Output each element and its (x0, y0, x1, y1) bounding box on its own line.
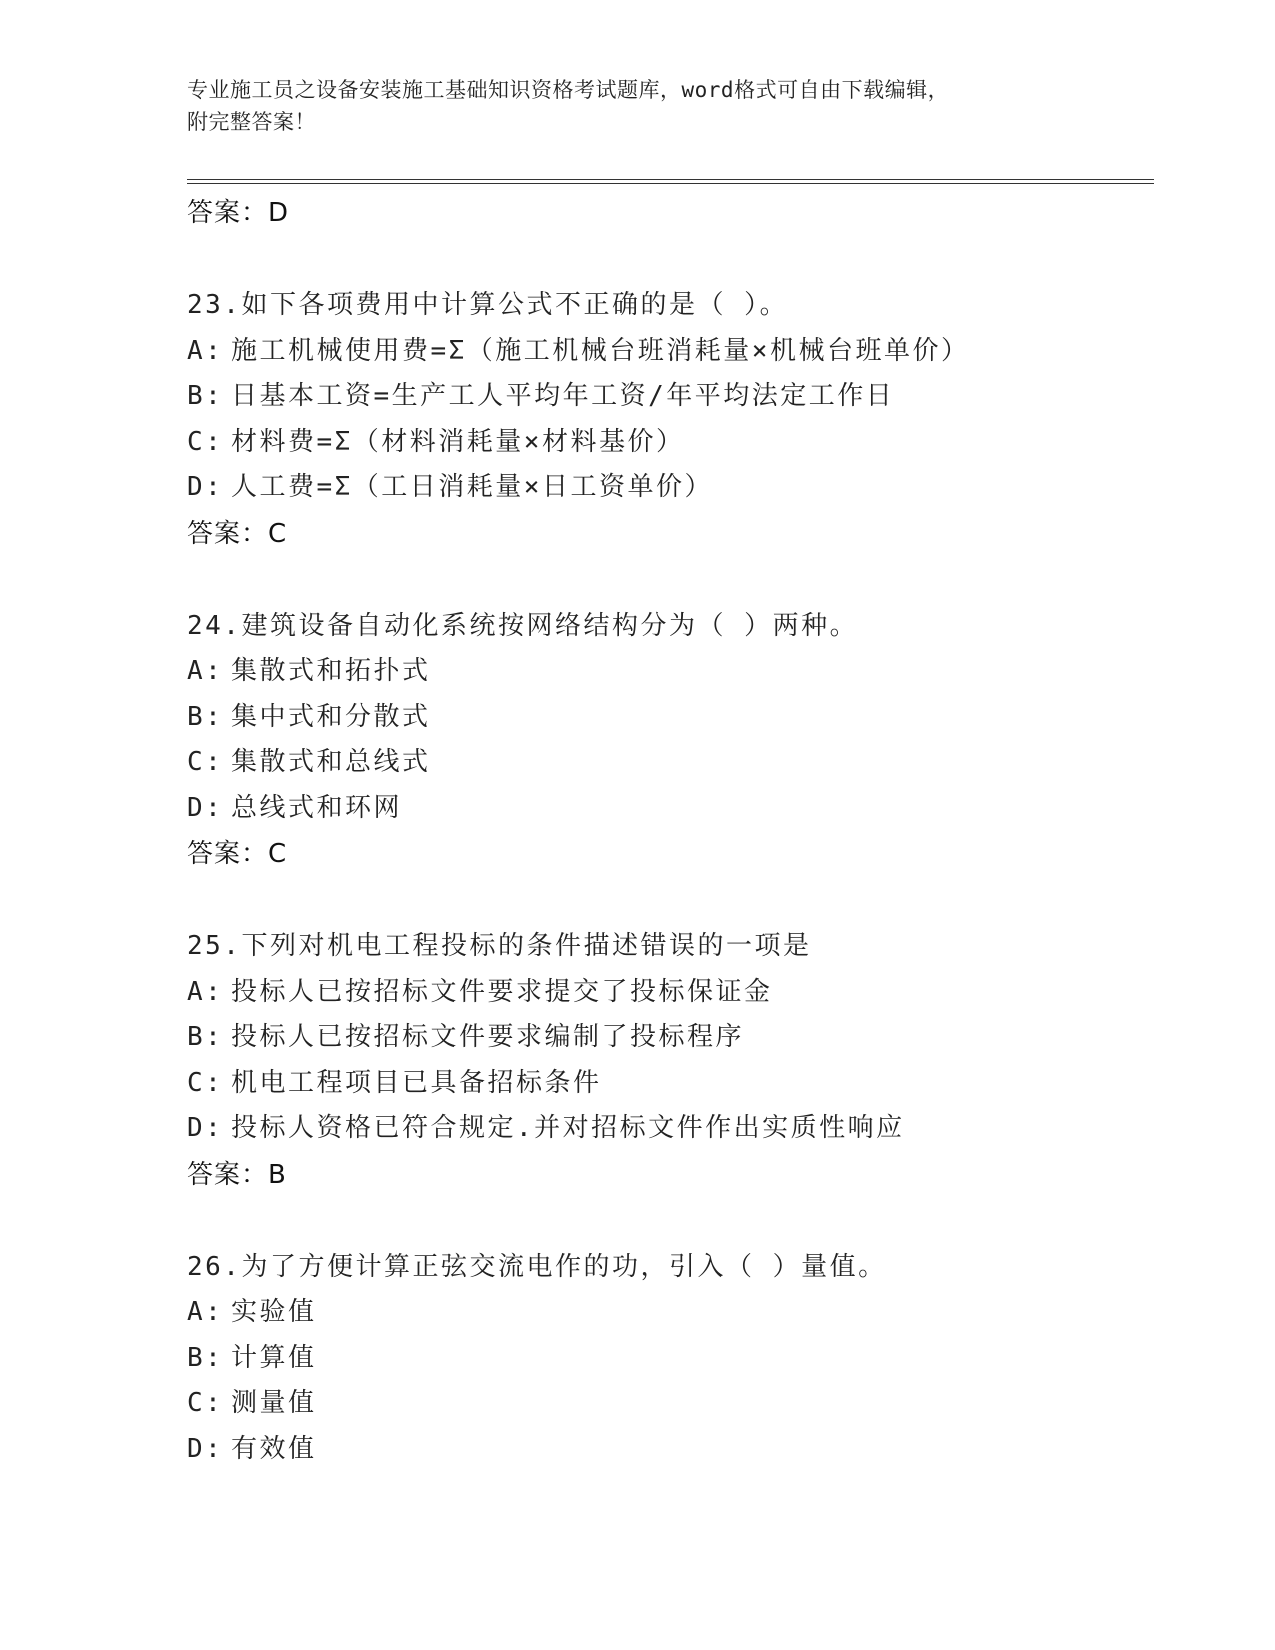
option-letter: D: (187, 1433, 224, 1464)
option-letter: A: (187, 656, 224, 686)
option-text: 投标人已按招标文件要求编制了投标程序 (231, 1022, 745, 1052)
option-letter: A: (187, 335, 224, 366)
option-text: 集散式和拓扑式 (231, 656, 431, 686)
question-stem: 23.如下各项费用中计算公式不正确的是（ ）。 (187, 290, 789, 320)
question-stem: 26.为了方便计算正弦交流电作的功，引入（ ）量值。 (187, 1251, 887, 1282)
option-a (187, 970, 1147, 1016)
answer-line: 答案：C (187, 839, 288, 869)
option-letter: B: (187, 1342, 224, 1373)
option-letter: B: (187, 701, 224, 732)
option-text: 投标人资格已符合规定.并对招标文件作出实质性响应 (231, 1113, 905, 1143)
option-text: 总线式和环网 (231, 792, 403, 823)
spacer (187, 557, 1147, 604)
document-header (187, 74, 1087, 138)
question-23 (187, 283, 1147, 557)
option-c (187, 1061, 1147, 1107)
spacer (187, 236, 1147, 283)
option-letter: C: (187, 1388, 224, 1418)
option-b (187, 1015, 1147, 1061)
option-text: 计算值 (231, 1342, 317, 1373)
question-stem: 24.建筑设备自动化系统按网络结构分为（ ）两种。 (187, 610, 859, 641)
option-letter: A: (187, 1297, 224, 1327)
header-divider-top (187, 179, 1154, 180)
question-25 (187, 924, 1147, 1198)
option-letter: C: (187, 1067, 224, 1098)
option-text: 测量值 (231, 1388, 317, 1418)
option-text: 施工机械使用费=Σ（施工机械台班消耗量×机械台班单价） (231, 335, 970, 366)
option-text: 日基本工资=生产工人平均年工资/年平均法定工作日 (231, 381, 895, 411)
option-letter: B: (187, 381, 224, 411)
option-d (187, 786, 1147, 832)
option-text: 投标人已按招标文件要求提交了投标保证金 (231, 976, 773, 1007)
option-b (187, 374, 1147, 420)
question-stem: 25.下列对机电工程投标的条件描述错误的一项是 (187, 931, 812, 961)
option-text: 人工费=Σ（工日消耗量×日工资单价） (231, 472, 713, 502)
question-24 (187, 604, 1147, 878)
option-text: 集散式和总线式 (231, 747, 431, 777)
header-line-2: 附完整答案！ (187, 110, 316, 134)
question-list (187, 190, 1147, 1472)
answer-line: 答案：B (187, 1159, 287, 1190)
option-text: 实验值 (231, 1297, 317, 1327)
option-b (187, 695, 1147, 741)
option-letter: B: (187, 1022, 224, 1052)
option-letter: D: (187, 1113, 224, 1143)
option-b (187, 1336, 1147, 1382)
spacer (187, 877, 1147, 924)
option-a (187, 649, 1147, 695)
option-letter: C: (187, 426, 224, 457)
question-26 (187, 1245, 1147, 1473)
previous-answer: 答案：D (187, 198, 290, 228)
option-d (187, 465, 1147, 511)
spacer (187, 1198, 1147, 1245)
option-a (187, 1290, 1147, 1336)
header-divider-bottom (187, 183, 1154, 184)
option-letter: D: (187, 792, 224, 823)
option-text: 集中式和分散式 (231, 701, 431, 732)
option-text: 机电工程项目已具备招标条件 (231, 1067, 602, 1098)
answer-line: 答案：C (187, 518, 288, 549)
option-c (187, 420, 1147, 466)
option-letter: D: (187, 472, 224, 502)
option-d (187, 1427, 1147, 1473)
option-c (187, 740, 1147, 786)
option-a (187, 329, 1147, 375)
option-c (187, 1381, 1147, 1427)
option-text: 材料费=Σ（材料消耗量×材料基价） (231, 426, 685, 457)
header-line-1: 专业施工员之设备安装施工基础知识资格考试题库，word格式可自由下载编辑， (187, 78, 950, 102)
option-letter: C: (187, 747, 224, 777)
option-text: 有效值 (231, 1433, 317, 1464)
option-letter: A: (187, 976, 224, 1007)
option-d (187, 1106, 1147, 1152)
